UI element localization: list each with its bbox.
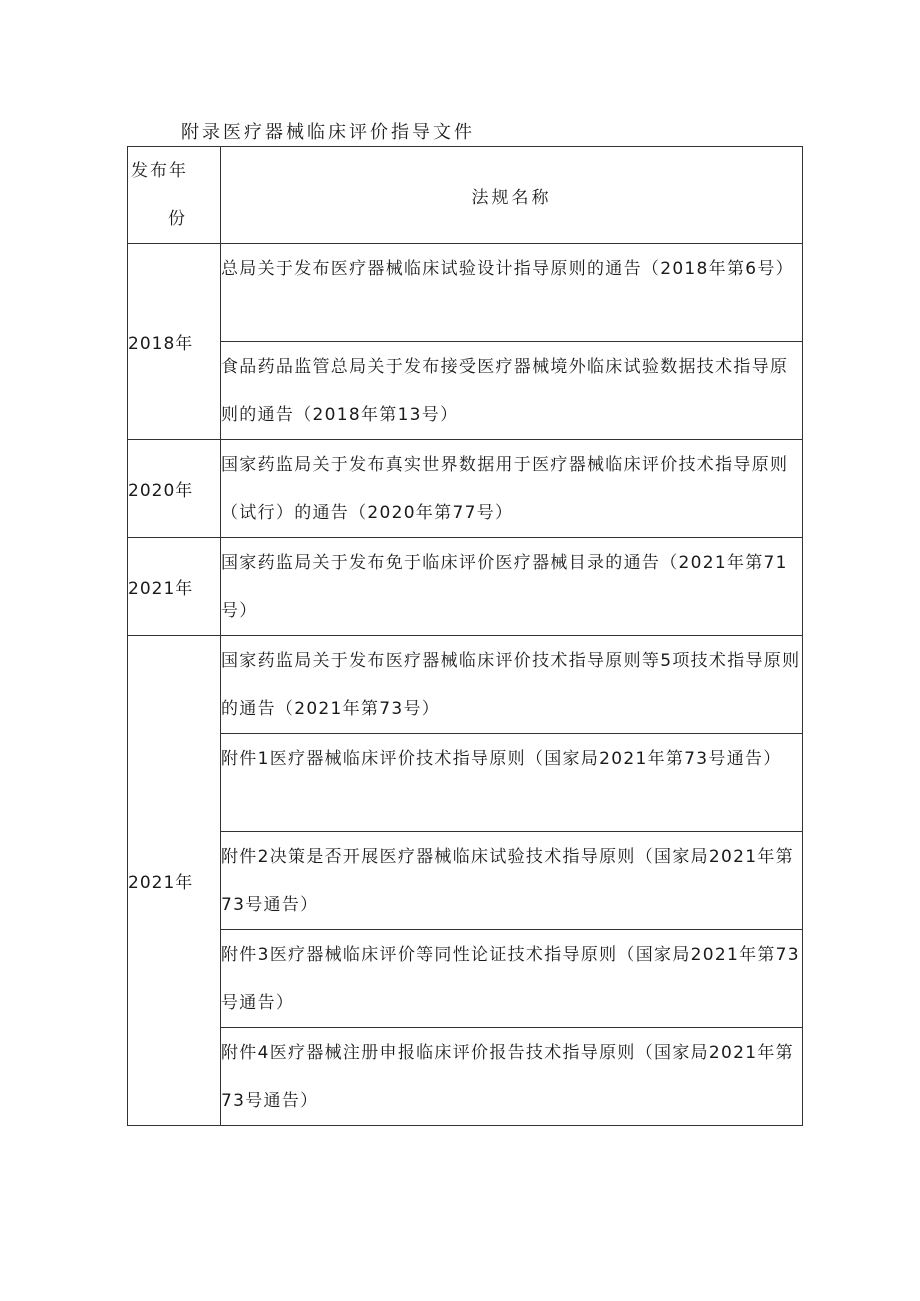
regulation-name-cell: 食品药品监管总局关于发布接受医疗器械境外临床试验数据技术指导原则的通告（2018年第13号）	[221, 342, 803, 440]
table-row	[128, 440, 803, 538]
table-row	[128, 832, 803, 930]
regulations-table	[127, 146, 803, 1126]
year-cell: 2018年	[128, 244, 221, 440]
year-cell: 2021年	[128, 538, 221, 636]
table-row	[128, 342, 803, 440]
regulation-name-cell: 附件4医疗器械注册申报临床评价报告技术指导原则（国家局2021年第73号通告）	[221, 1028, 803, 1126]
table-row	[128, 538, 803, 636]
table-row	[128, 734, 803, 832]
table-header-row	[128, 147, 803, 244]
regulation-name-cell: 国家药监局关于发布医疗器械临床评价技术指导原则等5项技术指导原则的通告（2021年第73号）	[221, 636, 803, 734]
table-row	[128, 930, 803, 1028]
year-cell: 2021年	[128, 636, 221, 1126]
table-row	[128, 1028, 803, 1126]
regulation-name-cell: 国家药监局关于发布免于临床评价医疗器械目录的通告（2021年第71号）	[221, 538, 803, 636]
regulation-name-cell: 国家药监局关于发布真实世界数据用于医疗器械临床评价技术指导原则（试行）的通告（2020年第77号）	[221, 440, 803, 538]
regulation-name-cell: 附件1医疗器械临床评价技术指导原则（国家局2021年第73号通告）	[221, 734, 803, 832]
table-row	[128, 636, 803, 734]
regulation-name-cell: 附件2决策是否开展医疗器械临床试验技术指导原则（国家局2021年第73号通告）	[221, 832, 803, 930]
column-header-name: 法规名称	[221, 147, 803, 244]
table-row	[128, 244, 803, 342]
regulation-name-cell: 总局关于发布医疗器械临床试验设计指导原则的通告（2018年第6号）	[221, 244, 803, 342]
year-cell: 2020年	[128, 440, 221, 538]
column-header-year: 发布年 份	[128, 147, 221, 244]
document-title: 附录医疗器械临床评价指导文件	[181, 122, 475, 143]
regulation-name-cell: 附件3医疗器械临床评价等同性论证技术指导原则（国家局2021年第73号通告）	[221, 930, 803, 1028]
